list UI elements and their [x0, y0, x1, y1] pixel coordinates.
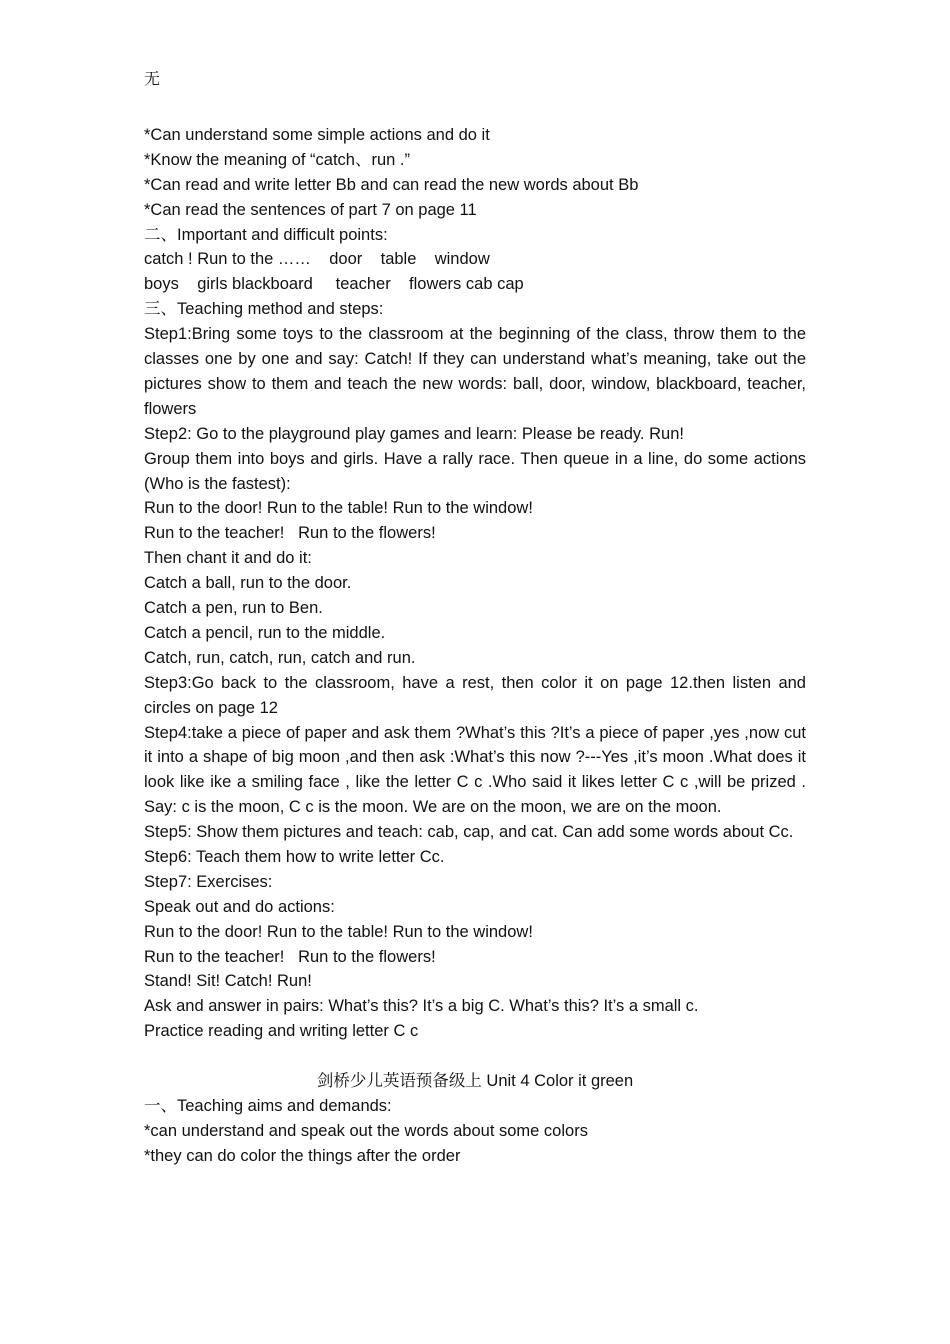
- blank-line: [144, 1044, 806, 1069]
- group-paragraph: Group them into boys and girls. Have a rally race. Then queue in a line, do some actions (Who is the fastest):: [144, 449, 806, 493]
- exercise-line: Speak out and do actions:: [144, 897, 335, 916]
- chant-line: Catch a pen, run to Ben.: [144, 599, 323, 618]
- chant-line: Catch a ball, run to the door.: [144, 574, 352, 593]
- body-text: [144, 123, 806, 1169]
- step-2-line: Step2: Go to the playground play games and learn: Please be ready. Run!: [144, 424, 684, 443]
- aim-line: *Can read and write letter Bb and can read the new words about Bb: [144, 175, 639, 194]
- aim-line: *Can read the sentences of part 7 on page 11: [144, 200, 477, 219]
- section-heading: 二、Important and difficult points:: [144, 225, 388, 244]
- vocab-line: catch ! Run to the …… door table window: [144, 250, 490, 269]
- section-heading: 三、Teaching method and steps:: [144, 300, 384, 319]
- step-1-paragraph: Step1:Bring some toys to the classroom at the beginning of the class, throw them to the classes one by one and say: Catch! If they can understand what’s meaning, take out the pictures show to them and teach the new words: ball, door, window, blackboard, teacher, flowers: [144, 325, 806, 418]
- step-5-paragraph: Step5: Show them pictures and teach: cab, cap, and cat. Can add some words about Cc.: [144, 823, 794, 842]
- exercise-line: Run to the door! Run to the table! Run to the window!: [144, 922, 533, 941]
- exercise-line: Practice reading and writing letter C c: [144, 1022, 419, 1041]
- aim-line: *can understand and speak out the words about some colors: [144, 1121, 588, 1140]
- chant-line: Then chant it and do it:: [144, 549, 312, 568]
- header-mark: 无: [144, 69, 161, 88]
- unit-title: 剑桥少儿英语预备级上 Unit 4 Color it green: [316, 1072, 634, 1091]
- step-line: Step6: Teach them how to write letter Cc.: [144, 848, 445, 867]
- aim-line: *they can do color the things after the order: [144, 1146, 461, 1165]
- chant-line: Run to the teacher! Run to the flowers!: [144, 524, 436, 543]
- exercise-line: Run to the teacher! Run to the flowers!: [144, 947, 436, 966]
- vocab-line: boys girls blackboard teacher flowers cab cap: [144, 275, 524, 294]
- exercise-line: Stand! Sit! Catch! Run!: [144, 972, 312, 991]
- aim-line: *Know the meaning of “catch、run .”: [144, 150, 410, 169]
- section-heading: 一、Teaching aims and demands:: [144, 1096, 392, 1115]
- step-line: Step7: Exercises:: [144, 872, 273, 891]
- chant-line: Catch a pencil, run to the middle.: [144, 623, 386, 642]
- chant-line: Catch, run, catch, run, catch and run.: [144, 648, 416, 667]
- chant-line: Run to the door! Run to the table! Run to the window!: [144, 499, 533, 518]
- aim-line: *Can understand some simple actions and do it: [144, 126, 490, 144]
- step-3-paragraph: Step3:Go back to the classroom, have a rest, then color it on page 12.then listen and circles on page 12: [144, 673, 806, 717]
- exercise-line: Ask and answer in pairs: What’s this? It’s a big C. What’s this? It’s a small c.: [144, 997, 699, 1016]
- step-4-paragraph: Step4:take a piece of paper and ask them ?What’s this ?It’s a piece of paper ,yes ,now cut it into a shape of big moon ,and then ask :What’s this now ?---Yes ,it’s moon .What does it look like ike a smiling face , like the letter C c .Who said it likes letter C c ,will be prized . Say: c is the moon, C c is the moon. We are on the moon, we are on the moon.: [144, 723, 806, 817]
